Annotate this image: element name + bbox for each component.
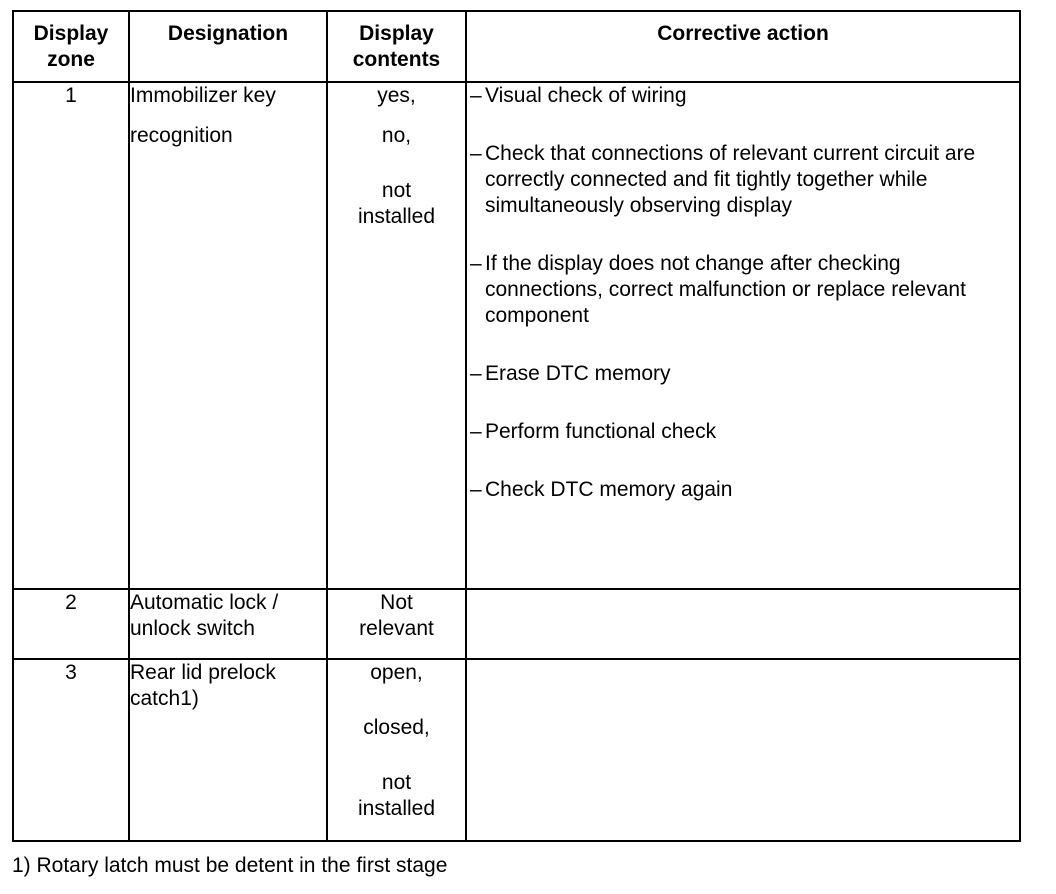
table-header-row [13,11,1020,82]
action-item [467,361,1019,387]
bullet-dash: – [470,142,482,165]
action-item [467,141,1019,219]
header-designation-text: Designation [167,22,289,45]
row-3-contents-closed: closed, [363,716,430,739]
row-1-designation [129,82,327,589]
row-3-designation-line2: catch1) [130,687,199,710]
corrective-action-table [12,10,1021,842]
row-2-contents-line1: Not [380,591,413,614]
bullet-dash: – [470,362,482,385]
action-text: Erase DTC memory [485,362,671,385]
header-display-zone-line1: Display [33,22,109,45]
row-2-designation [129,589,327,659]
header-designation [129,11,327,82]
row-2-designation-line1: Automatic lock / [130,591,279,614]
action-text: If the display does not change after checking connections, correct malfunction or replace relevant component [485,252,966,327]
row-1-corrective-actions [466,82,1020,589]
row-3-designation-line1: Rear lid prelock [130,661,276,684]
bullet-dash: – [470,252,482,275]
action-text: Check DTC memory again [485,478,733,501]
row-1-contents-yes: yes, [377,84,416,107]
row-2-corrective-actions [466,589,1020,659]
action-text: Perform functional check [485,420,717,443]
table-row [13,659,1020,841]
row-1-contents-not: not [381,179,412,202]
row-3-contents-installed: installed [357,797,436,820]
bullet-dash: – [470,84,482,107]
header-display-contents-line2: contents [352,48,441,71]
row-3-zone: 3 [13,659,129,841]
footnote: 1) Rotary latch must be detent in the first stage [12,854,448,877]
bullet-dash: – [470,478,482,501]
row-2-designation-line2: unlock switch [130,617,255,640]
action-text: Check that connections of relevant current circuit are correctly connected and fit tightly together while simultaneously observing display [485,142,976,217]
row-1-designation-line2: recognition [130,124,233,147]
action-text: Visual check of wiring [485,84,687,107]
action-item [467,419,1019,445]
bullet-dash: – [470,420,482,443]
header-display-zone-line2: zone [47,48,95,71]
row-2-contents [327,589,466,659]
row-1-contents [327,82,466,589]
row-2-contents-line2: relevant [359,617,434,640]
row-1-contents-no: no, [381,124,412,147]
row-3-contents-not: not [381,771,412,794]
row-3-corrective-actions [466,659,1020,841]
table-row [13,589,1020,659]
header-display-zone [13,11,129,82]
row-3-contents [327,659,466,841]
row-2-zone: 2 [13,589,129,659]
row-1-designation-line1: Immobilizer key [130,84,276,107]
header-display-contents [327,11,466,82]
action-item [467,251,1019,329]
header-display-contents-line1: Display [359,22,434,45]
row-1-contents-installed: installed [357,205,436,228]
row-3-contents-open: open, [370,661,423,684]
header-corrective-action-text: Corrective action [657,22,829,45]
header-corrective-action [466,11,1020,82]
row-1-zone: 1 [13,82,129,589]
table-row [13,82,1020,589]
row-3-designation [129,659,327,841]
action-item [467,477,1019,503]
action-item [467,83,1019,109]
